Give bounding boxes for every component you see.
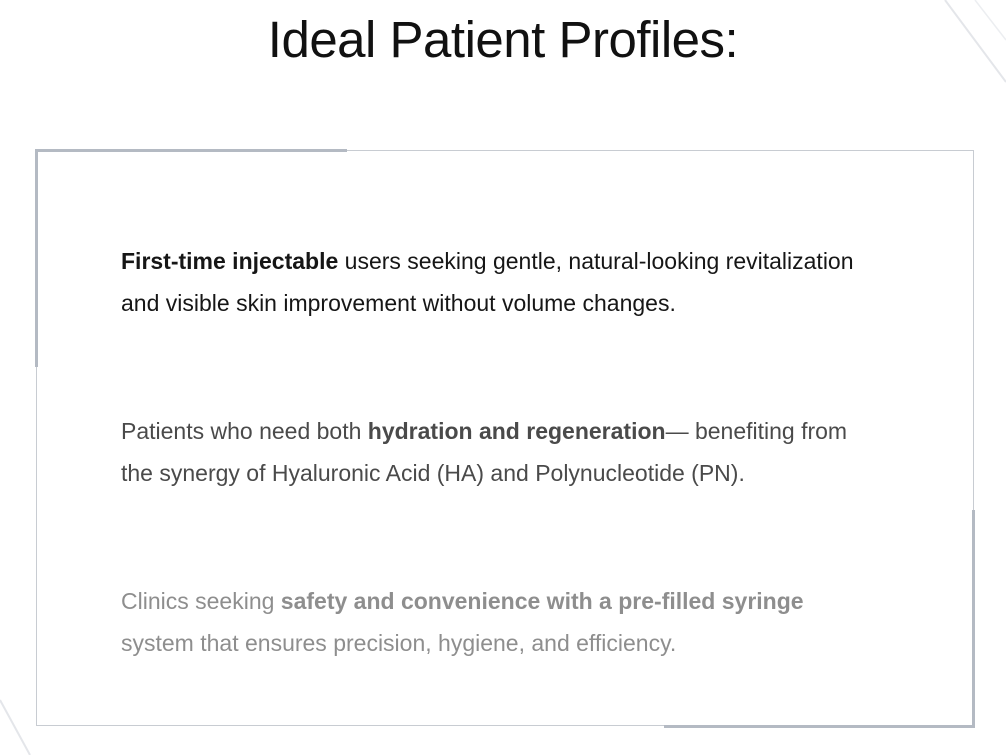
page-title: Ideal Patient Profiles: (267, 11, 739, 68)
card-accent-bottom (664, 725, 975, 728)
profile-2-highlight: hydration and regeneration (367, 418, 666, 444)
profile-2-text: — benefiting from the synergy of Hyaluronic Acid (HA) and Polynucleotide (PN). (121, 418, 848, 486)
card-accent-top (35, 149, 347, 152)
profile-3-text: system that ensures precision, hygiene, and efficiency. (121, 630, 677, 656)
profile-1-text: users seeking gentle, natural-looking revitalization and visible skin improvement without volume changes. (121, 248, 854, 316)
profile-clinics-pre-filled (121, 580, 881, 664)
profile-3-intro: Clinics seeking (121, 588, 281, 614)
card-accent-left (35, 149, 38, 367)
profile-first-time-injectable (121, 240, 881, 324)
profile-1-highlight: First-time injectable (121, 248, 339, 274)
profile-hydration-regeneration (121, 410, 881, 494)
profile-3-highlight: safety and convenience with a pre-filled syringe (280, 588, 804, 614)
card-accent-right (972, 510, 975, 728)
profile-2-intro: Patients who need both (121, 418, 368, 444)
